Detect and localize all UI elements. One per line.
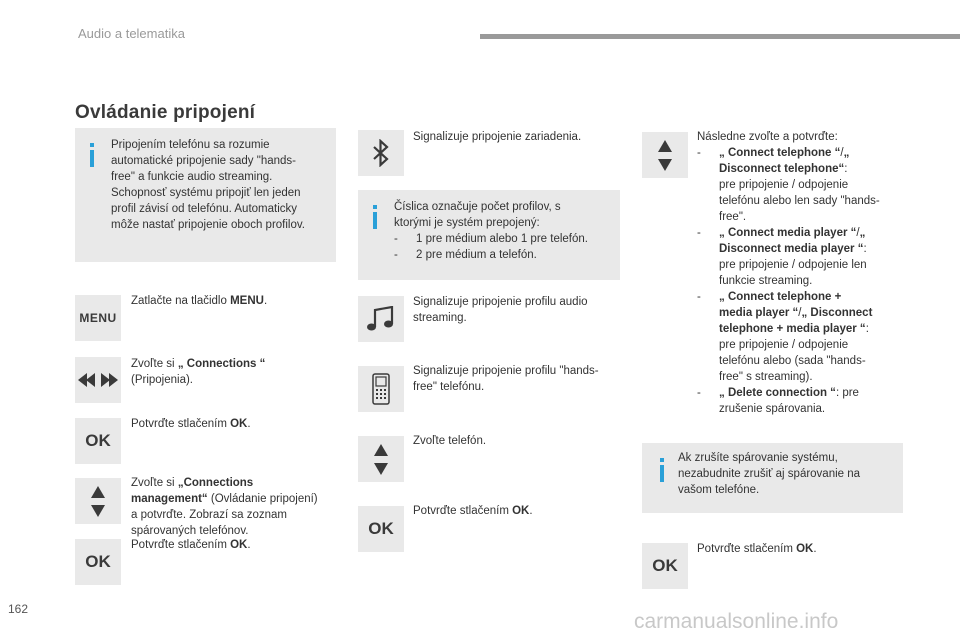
press-menu-step: Zatlačte na tlačidlo MENU. <box>131 295 268 307</box>
menu-button[interactable] <box>75 295 121 341</box>
option-connect-media-player: - „ Connect media player “/„ Disconnect media player “: pre pripojenie / odpojenie len funkcie streaming. <box>697 227 867 287</box>
options-list: Následne zvoľte a potvrďte: - „ Connect telephone “/„ Disconnect telephone“: pre pripojenie / odpojenie telefónu alebo len sady "hands- free". - „ Connect media player “/„ Disconnect media player “: pre pripojenie / odpojenie len funkcie streaming. - „ Connect telephone + media player “/„ Disconnect telephone + media player “: pre pripojenie / odpojenie telefónu alebo (sada "hands- free" s streaming). - „ Delete connection “: pre zrušenie spárovania. <box>697 129 902 417</box>
select-phone-text: Zvoľte telefón. <box>413 435 487 447</box>
bluetooth-indicator <box>358 130 404 176</box>
bluetooth-icon <box>372 139 390 167</box>
option-delete-connection: - „ Delete connection “: pre zrušenie spárovania. <box>697 387 859 415</box>
ok-label: OK <box>85 431 111 450</box>
confirm-ok-step-1: Potvrďte stlačením OK. <box>131 418 251 430</box>
option-connect-telephone: - „ Connect telephone “/„ Disconnect telephone“: pre pripojenie / odpojenie telefónu alebo len sady "hands- free". <box>697 147 880 223</box>
info-icon <box>373 212 377 229</box>
up-down-arrows-icon <box>374 444 388 475</box>
info-icon <box>660 465 664 482</box>
bluetooth-signal-text: Signalizuje pripojenie zariadenia. <box>413 131 582 143</box>
option-connect-telephone-media: - „ Connect telephone + media player “/„ Disconnect telephone + media player “: pre pripojenie / odpojenie telefónu alebo (sada "hands- free" s streaming). <box>697 291 873 383</box>
ok-label: OK <box>85 552 111 571</box>
seek-arrows-icon <box>78 373 118 387</box>
menu-button-label: MENU <box>79 311 117 325</box>
page-title: Ovládanie pripojení <box>75 102 256 123</box>
up-down-buttons-1[interactable] <box>75 478 121 524</box>
select-connections-step: Zvoľte si „ Connections “ (Pripojenia). <box>131 358 266 386</box>
ok-button-2[interactable] <box>75 539 121 585</box>
ok-button-4[interactable] <box>642 543 688 589</box>
up-down-arrows-icon <box>658 140 672 171</box>
connection-info-text: Pripojením telefónu sa rozumie automatické pripojenie sady "hands- free" a funkcie audio streaming. Schopnosť systému pripojiť len jeden profil závisí od telefónu. Automaticky môže nastať pripojenie oboch profilov. <box>111 139 305 231</box>
seek-buttons[interactable] <box>75 357 121 403</box>
header-bar <box>480 34 960 39</box>
handsfree-indicator <box>358 366 404 412</box>
audio-signal-text: Signalizuje pripojenie profilu audio streaming. <box>413 296 588 324</box>
confirm-ok-step-4: Potvrďte stlačením OK. <box>697 543 817 555</box>
confirm-ok-step-2: Potvrďte stlačením OK. <box>131 539 251 551</box>
up-down-arrows-icon <box>91 486 105 517</box>
profiles-info-text: Číslica označuje počet profilov, s ktorými je systém prepojený: - 1 pre médium alebo 1 pre telefón. - 2 pre médium a telefón. <box>394 201 588 261</box>
audio-indicator <box>358 296 404 342</box>
music-note-icon <box>366 306 396 332</box>
ok-button-3[interactable] <box>358 506 404 552</box>
section-title: Audio a telematika <box>78 26 185 41</box>
unpair-info-box <box>642 443 903 513</box>
select-management-step: Zvoľte si „Connections management“ (Ovládanie pripojení) a potvrďte. Zobrazí sa zoznam spárovaných telefónov. <box>131 477 318 537</box>
profiles-info-box <box>358 190 620 280</box>
ok-label: OK <box>652 556 678 575</box>
up-down-buttons-2[interactable] <box>358 436 404 482</box>
info-icon <box>90 150 94 167</box>
page-number: 162 <box>8 602 29 616</box>
up-down-buttons-3[interactable] <box>642 132 688 178</box>
connection-info-box <box>75 128 336 262</box>
unpair-info-text: Ak zrušíte spárovanie systému, nezabudnite zrušiť aj spárovanie na vašom telefóne. <box>678 452 861 496</box>
ok-label: OK <box>368 519 394 538</box>
phone-icon <box>372 373 390 405</box>
ok-button-1[interactable] <box>75 418 121 464</box>
watermark: carmanualsonline.info <box>634 610 839 633</box>
handsfree-signal-text: Signalizuje pripojenie profilu "hands- free" telefónu. <box>413 365 599 393</box>
confirm-ok-step-3: Potvrďte stlačením OK. <box>413 505 533 517</box>
